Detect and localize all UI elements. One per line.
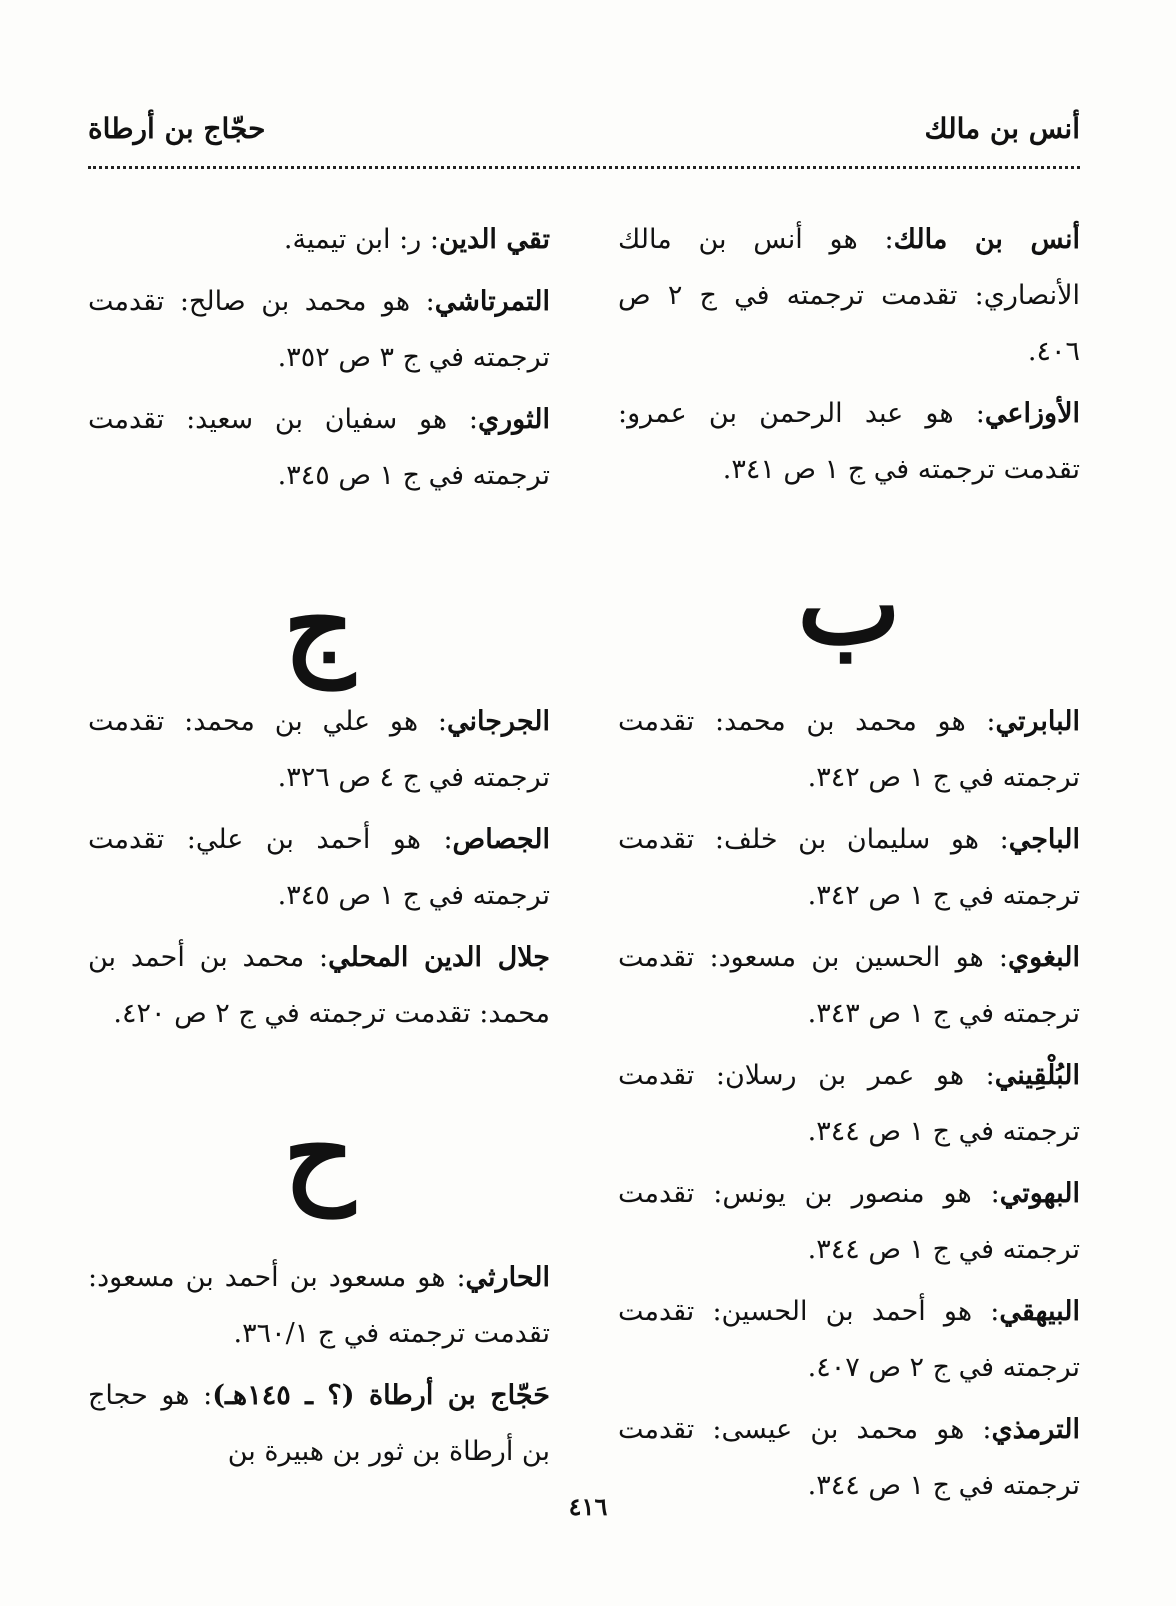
entry-text: : هو حجاج بن أرطاة بن ثور بن هبيرة بن — [88, 1380, 550, 1467]
entry-term: البيهقي — [999, 1296, 1080, 1327]
entry-term: الثوري — [478, 404, 550, 435]
left-column-bottom — [88, 1250, 550, 1486]
entry-term: البُلْقِيني — [994, 1060, 1080, 1091]
running-header-right: أنس بن مالك — [924, 112, 1080, 145]
entry-text: : هو أحمد بن علي: تقدمت ترجمته في ج ١ ص ٣٤٥. — [88, 824, 550, 911]
page-number: ٤١٦ — [568, 1492, 608, 1521]
entry-term: الجصاص — [452, 824, 550, 855]
entry-term: البهوتي — [999, 1178, 1080, 1209]
entry — [88, 694, 550, 806]
entry-text: : محمد بن أحمد بن محمد: تقدمت ترجمته في ج ٢ ص ٤٢٠. — [88, 942, 550, 1029]
header-dotted-rule — [88, 166, 1080, 169]
entry — [618, 1166, 1080, 1278]
entry-term: تقي الدين — [438, 224, 550, 255]
running-header-left: حجّاج بن أرطاة — [88, 112, 266, 145]
entry — [88, 930, 550, 1042]
entry-text: : هو علي بن محمد: تقدمت ترجمته في ج ٤ ص ٣٢٦. — [88, 706, 550, 793]
entry-text: : هو سفيان بن سعيد: تقدمت ترجمته في ج ١ ص ٣٤٥. — [88, 404, 550, 491]
entry-term: حَجّاج بن أرطاة (؟ ـ ١٤٥هـ) — [212, 1380, 550, 1411]
entry-text: : هو محمد بن محمد: تقدمت ترجمته في ج ١ ص ٣٤٢. — [618, 706, 1080, 793]
entry — [88, 1250, 550, 1362]
entry — [618, 1284, 1080, 1396]
section-letter-ba: ب — [797, 540, 901, 669]
entry-term: البغوي — [1008, 942, 1080, 973]
section-letter-jim: ج — [283, 560, 355, 689]
entry-text: : هو أحمد بن الحسين: تقدمت ترجمته في ج ٢ ص ٤٠٧. — [618, 1296, 1080, 1383]
entry-text: : هو محمد بن صالح: تقدمت ترجمته في ج ٣ ص ٣٥٢. — [88, 286, 550, 373]
entry — [618, 930, 1080, 1042]
left-column-middle — [88, 694, 550, 1048]
entry — [618, 694, 1080, 806]
entry-term: جلال الدين المحلي — [328, 942, 550, 973]
entry — [88, 212, 550, 268]
entry-text: : هو الحسين بن مسعود: تقدمت ترجمته في ج ١ ص ٣٤٣. — [618, 942, 1080, 1029]
entry — [88, 1368, 550, 1480]
entry-text: : هو عمر بن رسلان: تقدمت ترجمته في ج ١ ص ٣٤٤. — [618, 1060, 1080, 1147]
entry-term: الحارثي — [465, 1262, 550, 1293]
entry-text: : هو منصور بن يونس: تقدمت ترجمته في ج ١ ص ٣٤٤. — [618, 1178, 1080, 1265]
entry-term: التمرتاشي — [434, 286, 550, 317]
section-letter-ha: ح — [283, 1088, 355, 1217]
entry-term: أنس بن مالك — [893, 224, 1080, 255]
entry-term: الترمذي — [991, 1414, 1080, 1445]
entry-term: البابرتي — [995, 706, 1080, 737]
right-column-bottom — [618, 694, 1080, 1520]
entry — [88, 274, 550, 386]
entry-text: : هو عبد الرحمن بن عمرو: تقدمت ترجمته في ج ١ ص ٣٤١. — [618, 398, 1080, 485]
entry-text: : ر: ابن تيمية. — [283, 224, 439, 255]
entry — [618, 1048, 1080, 1160]
right-column-top — [618, 212, 1080, 504]
entry-term: الباجي — [1008, 824, 1080, 855]
entry — [618, 386, 1080, 498]
left-column-top — [88, 212, 550, 510]
entry-text: : هو مسعود بن أحمد بن مسعود: تقدمت ترجمته في ج ٣٦٠/١. — [88, 1262, 550, 1349]
entry-term: الجرجاني — [447, 706, 550, 737]
entry-text: : هو سليمان بن خلف: تقدمت ترجمته في ج ١ ص ٣٤٢. — [618, 824, 1080, 911]
entry — [88, 812, 550, 924]
entry-term: الأوزاعي — [984, 398, 1080, 429]
entry — [618, 812, 1080, 924]
entry — [88, 392, 550, 504]
entry — [618, 212, 1080, 380]
entry-text: : هو محمد بن عيسى: تقدمت ترجمته في ج ١ ص ٣٤٤. — [618, 1414, 1080, 1501]
entry-text: : هو أنس بن مالك الأنصاري: تقدمت ترجمته في ج ٢ ص ٤٠٦. — [618, 224, 1080, 367]
